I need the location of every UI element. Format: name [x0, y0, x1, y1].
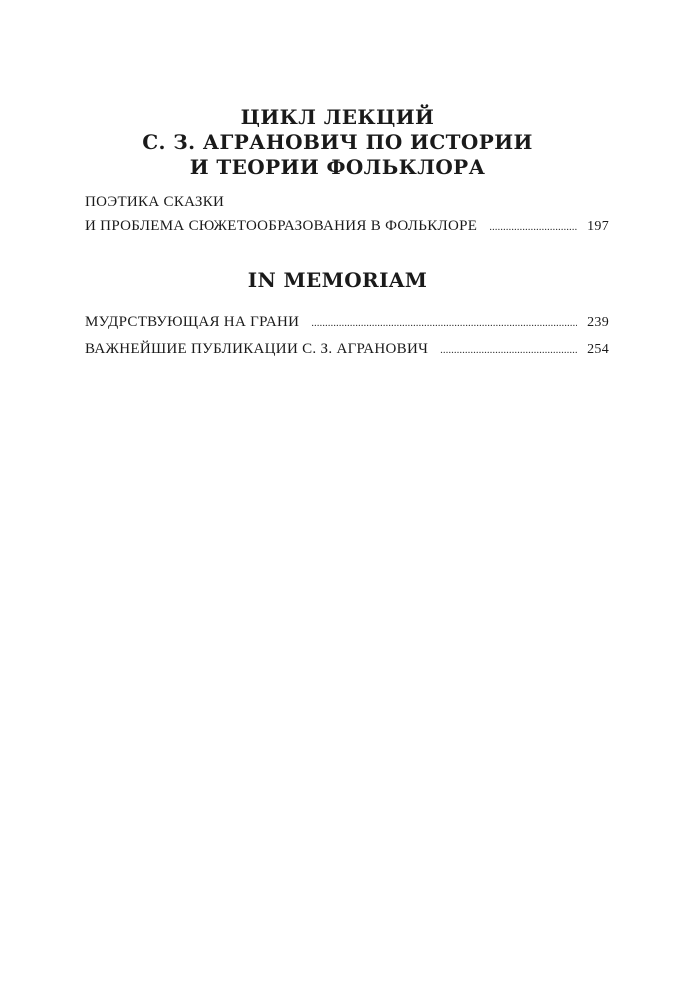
toc-entry-title-line: И ПРОБЛЕМА СЮЖЕТООБРАЗОВАНИЯ В ФОЛЬКЛОРЕ: [85, 218, 478, 234]
toc-entry-last-line: [85, 214, 609, 239]
toc-entry-title-line: ПОЭТИКА СКАЗКИ: [85, 194, 225, 210]
section-heading-line: И ТЕОРИИ ФОЛЬКЛОРА: [189, 155, 486, 179]
toc-page-number: 239: [587, 315, 609, 330]
section-heading-in-memoriam: [0, 268, 675, 293]
toc-page-number: 254: [587, 342, 609, 357]
toc-entry-title-line: МУДРСТВУЮЩАЯ НА ГРАНИ: [85, 314, 300, 330]
toc-entry-last-line: [85, 310, 609, 335]
toc-entry-wise-on-edge[interactable]: [85, 310, 609, 335]
dot-leader: [311, 311, 577, 335]
dot-leader: [440, 338, 577, 362]
section-heading-line: С. З. АГРАНОВИЧ ПО ИСТОРИИ: [142, 130, 533, 154]
section-heading-lectures: [0, 105, 675, 180]
toc-entry-title-line: ВАЖНЕЙШИЕ ПУБЛИКАЦИИ С. З. АГРАНОВИЧ: [85, 341, 429, 357]
toc-entry-major-publications[interactable]: [85, 337, 609, 362]
toc-page-number: 197: [587, 219, 609, 234]
toc-entry-last-line: [85, 337, 609, 362]
section-heading-line: ЦИКЛ ЛЕКЦИЙ: [240, 105, 435, 129]
dot-leader: [489, 215, 577, 239]
section-heading-line: IN MEMORIAM: [247, 268, 428, 292]
toc-entry-fairy-tale-poetics[interactable]: [85, 190, 609, 239]
